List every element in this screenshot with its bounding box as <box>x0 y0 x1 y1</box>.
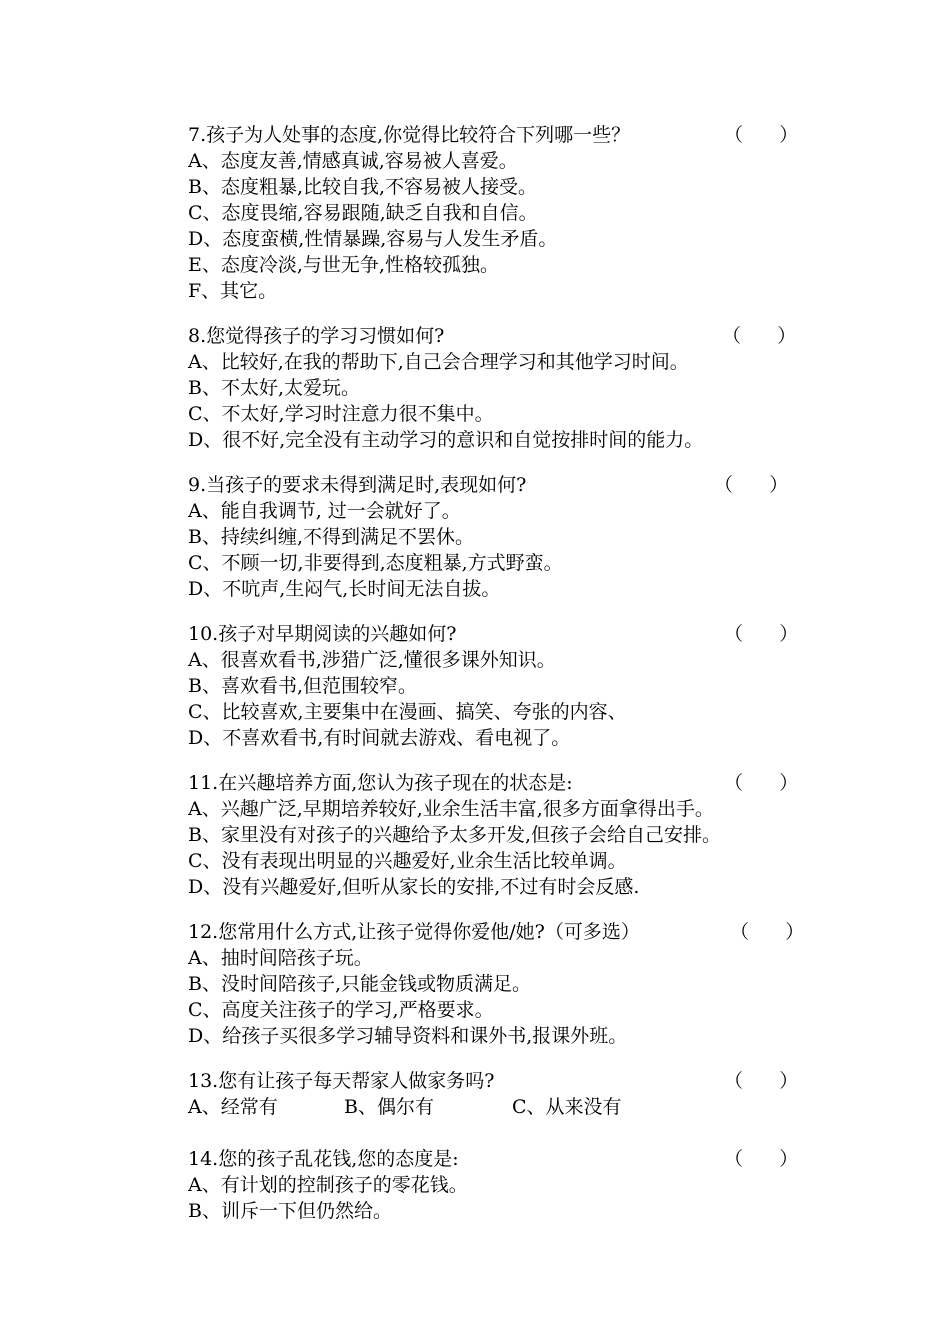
question-12-option-a: A、抽时间陪孩子玩。 <box>188 947 373 969</box>
question-10-answer-blank: （ ） <box>724 623 799 645</box>
question-8-option-d: D、很不好,完全没有主动学习的意识和自觉按排时间的能力。 <box>188 429 704 451</box>
question-7-option-c: C、态度畏缩,容易跟随,缺乏自我和自信。 <box>188 202 538 224</box>
question-9-option-c: C、不顾一切,非要得到,态度粗暴,方式野蛮。 <box>188 552 563 574</box>
question-14-text: 14.您的孩子乱花钱,您的态度是: <box>188 1148 459 1170</box>
question-8-option-c: C、不太好,学习时注意力很不集中。 <box>188 403 494 425</box>
question-7-option-d: D、态度蛮横,性情暴躁,容易与人发生矛盾。 <box>188 228 558 250</box>
question-9-option-d: D、不吭声,生闷气,长时间无法自拔。 <box>188 578 501 600</box>
question-11-option-b: B、家里没有对孩子的兴趣给予太多开发,但孩子会给自己安排。 <box>188 824 722 846</box>
question-10-text: 10.孩子对早期阅读的兴趣如何? <box>188 623 457 645</box>
question-13-answer-blank: （ ） <box>724 1070 799 1092</box>
question-13-option-b: B、偶尔有 <box>344 1096 434 1118</box>
question-7-answer-blank: （ ） <box>724 124 799 146</box>
question-9-option-a: A、能自我调节, 过一会就好了。 <box>188 500 461 522</box>
question-11-option-d: D、没有兴趣爱好,但听从家长的安排,不过有时会反感. <box>188 876 640 898</box>
question-13-option-c: C、从来没有 <box>512 1096 622 1118</box>
question-11-text: 11.在兴趣培养方面,您认为孩子现在的状态是: <box>188 772 573 794</box>
question-12-text: 12.您常用什么方式,让孩子觉得你爱他/她?（可多选） <box>188 921 640 943</box>
question-13-options-row <box>188 1094 622 1120</box>
question-14-option-b: B、训斥一下但仍然给。 <box>188 1200 392 1222</box>
question-12-option-b: B、没时间陪孩子,只能金钱或物质满足。 <box>188 973 532 995</box>
question-10-option-b: B、喜欢看书,但范围较窄。 <box>188 675 418 697</box>
question-8-option-a: A、比较好,在我的帮助下,自己会合理学习和其他学习时间。 <box>188 351 689 373</box>
question-10-option-a: A、很喜欢看书,涉猎广泛,懂很多课外知识。 <box>188 649 556 671</box>
question-12-option-d: D、给孩子买很多学习辅导资料和课外书,报课外班。 <box>188 1025 628 1047</box>
question-9-text: 9.当孩子的要求未得到满足时,表现如何? <box>188 474 527 496</box>
question-10-option-c: C、比较喜欢,主要集中在漫画、搞笑、夸张的内容、 <box>188 701 627 723</box>
question-12-answer-blank: （ ） <box>730 921 805 943</box>
question-11-option-a: A、兴趣广泛,早期培养较好,业余生活丰富,很多方面拿得出手。 <box>188 798 714 820</box>
question-11-option-c: C、没有表现出明显的兴趣爱好,业余生活比较单调。 <box>188 850 627 872</box>
question-13-option-a: A、经常有 <box>188 1096 278 1118</box>
question-9-option-b: B、持续纠缠,不得到满足不罢休。 <box>188 526 475 548</box>
question-7-option-e: E、态度冷淡,与世无争,性格较孤独。 <box>188 254 499 276</box>
question-8-answer-blank: （ ） <box>722 325 797 347</box>
question-7-option-f: F、其它。 <box>188 280 278 302</box>
question-7-option-a: A、态度友善,情感真诚,容易被人喜爱。 <box>188 150 518 172</box>
question-11-answer-blank: （ ） <box>724 772 799 794</box>
question-9-answer-blank: （ ） <box>714 474 789 496</box>
question-14-answer-blank: （ ） <box>724 1148 799 1170</box>
question-13-text: 13.您有让孩子每天帮家人做家务吗? <box>188 1070 495 1092</box>
question-14-option-a: A、有计划的控制孩子的零花钱。 <box>188 1174 468 1196</box>
question-12-option-c: C、高度关注孩子的学习,严格要求。 <box>188 999 494 1021</box>
question-7-text: 7.孩子为人处事的态度,你觉得比较符合下列哪一些？ <box>188 124 631 146</box>
question-7-option-b: B、态度粗暴,比较自我,不容易被人接受。 <box>188 176 538 198</box>
question-10-option-d: D、不喜欢看书,有时间就去游戏、看电视了。 <box>188 727 571 749</box>
question-8-option-b: B、不太好,太爱玩。 <box>188 377 361 399</box>
question-8-text: 8.您觉得孩子的学习习惯如何? <box>188 325 445 347</box>
